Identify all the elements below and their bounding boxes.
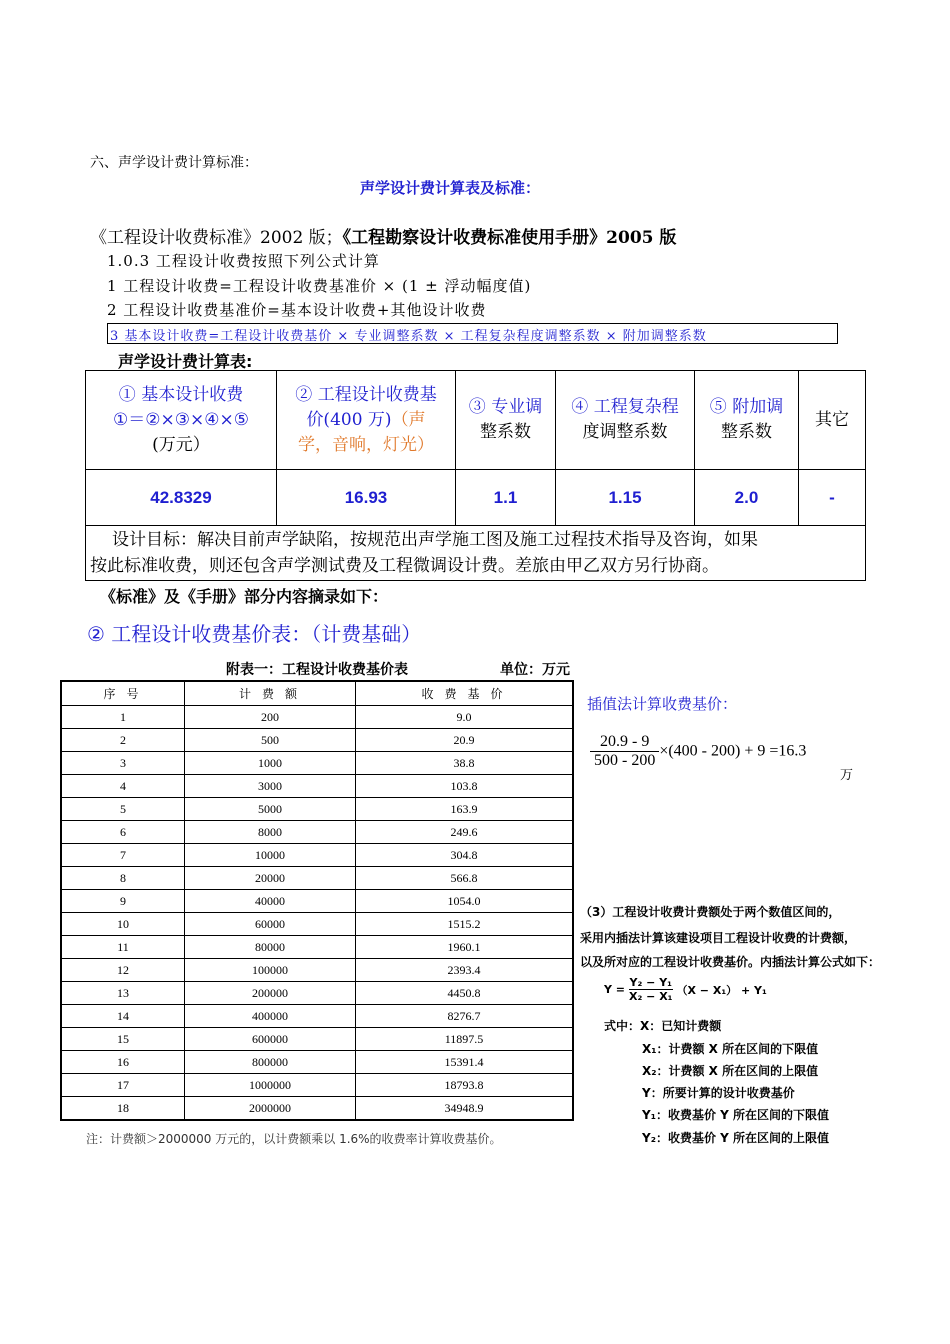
row-base-price: 9.0: [356, 706, 574, 729]
interp-formula: [590, 733, 806, 770]
col-index: 序 号: [61, 681, 185, 706]
row-base-price: 38.8: [356, 752, 574, 775]
header-basic-fee-l3: (万元）: [152, 434, 210, 455]
row-base-price: 566.8: [356, 867, 574, 890]
doc-title: 声学设计费计算表及标准：: [360, 179, 541, 197]
row-base-price: 20.9: [356, 729, 574, 752]
row-fee-amount: 400000: [185, 1005, 356, 1028]
table-row: [61, 1051, 573, 1074]
row-fee-amount: 200: [185, 706, 356, 729]
row-fee-amount: 200000: [185, 982, 356, 1005]
row-index: 11: [61, 936, 185, 959]
table-row: [61, 1074, 573, 1097]
header-base-price-l2a: 价(400 万): [306, 409, 392, 430]
header-base-price-l1: ② 工程设计收费基: [295, 384, 437, 405]
method-def-y1: Y₁：收费基价 Y 所在区间的下限值: [642, 1108, 829, 1122]
row-base-price: 15391.4: [356, 1051, 574, 1074]
value-additional-coef: 2.0: [695, 470, 799, 526]
header-additional-coef-l1: ⑤ 附加调: [709, 397, 784, 417]
header-basic-fee-l1: ① 基本设计收费: [118, 384, 244, 405]
formula-y: Y =: [604, 983, 626, 996]
value-basic-fee: 42.8329: [86, 470, 277, 526]
header-complexity-coef-l2: 度调整系数: [582, 422, 668, 442]
row-base-price: 11897.5: [356, 1028, 574, 1051]
rule-1: 1 工程设计收费=工程设计收费基准价 × (1 ± 浮动幅度值): [107, 277, 532, 295]
table-row: [61, 936, 573, 959]
row-index: 7: [61, 844, 185, 867]
design-goal-line2: 按此标准收费，则还包含声学测试费及工程微调设计费。差旅由甲乙双方另行协商。: [90, 556, 719, 576]
header-base-price-l3: 学，音响，灯光）: [298, 434, 434, 455]
row-base-price: 1054.0: [356, 890, 574, 913]
interp-label: 插值法计算收费基价：: [587, 695, 738, 713]
table-row: [61, 913, 573, 936]
table-row: [61, 729, 573, 752]
row-base-price: 8276.7: [356, 1005, 574, 1028]
row-fee-amount: 8000: [185, 821, 356, 844]
method-def-y2: Y₂：收费基价 Y 所在区间的上限值: [642, 1131, 829, 1145]
header-additional-coef-l2: 整系数: [721, 422, 772, 442]
table-row: [61, 821, 573, 844]
formula-rest: （X − X₁） + Y₁: [676, 983, 767, 997]
rule-1-0-3: 1.0.3 工程设计收费按照下列公式计算: [107, 252, 380, 270]
row-base-price: 1515.2: [356, 913, 574, 936]
design-goal-line1: 设计目标：解决目前声学缺陷，按规范出声学施工图及施工过程技术指导及咨询，如果: [112, 530, 758, 550]
base-table-unit: 单位：万元: [500, 662, 570, 678]
row-fee-amount: 100000: [185, 959, 356, 982]
row-fee-amount: 60000: [185, 913, 356, 936]
method-line1: （3）工程设计收费计费额处于两个数值区间的，: [580, 905, 841, 919]
col-base-price: 收 费 基 价: [356, 681, 574, 706]
header-base-price-l2b: （声: [391, 409, 426, 430]
row-fee-amount: 1000: [185, 752, 356, 775]
header-complexity-coef: [556, 371, 695, 470]
table-row: [61, 982, 573, 1005]
header-profession-coef-l2: 整系数: [480, 422, 531, 442]
row-base-price: 103.8: [356, 775, 574, 798]
row-fee-amount: 600000: [185, 1028, 356, 1051]
method-def-y: Y：所要计算的设计收费基价: [642, 1086, 795, 1100]
value-base-price: 16.93: [277, 470, 456, 526]
table-row: [61, 775, 573, 798]
method-line2: 采用内插法计算该建设项目工程设计收费的计费额，: [580, 931, 857, 945]
design-goal: [86, 526, 866, 581]
header-basic-fee: [86, 371, 277, 470]
excerpt-heading: 《标准》及《手册》部分内容摘录如下：: [100, 587, 389, 606]
base-price-table: [60, 680, 574, 1121]
row-index: 8: [61, 867, 185, 890]
row-index: 2: [61, 729, 185, 752]
row-index: 13: [61, 982, 185, 1005]
calc-table: [85, 370, 866, 581]
header-complexity-coef-l1: ④ 工程复杂程: [571, 397, 679, 417]
header-profession-coef: [456, 371, 556, 470]
reference-line: [90, 223, 676, 248]
row-index: 15: [61, 1028, 185, 1051]
value-complexity-coef: 1.15: [556, 470, 695, 526]
row-fee-amount: 1000000: [185, 1074, 356, 1097]
header-additional-coef: [695, 371, 799, 470]
method-def-x2: X₂：计费额 X 所在区间的上限值: [642, 1064, 819, 1078]
table-row: [61, 706, 573, 729]
header-basic-fee-l2: ①＝②×③×④×⑤: [113, 409, 249, 430]
interp-fraction: [590, 733, 659, 770]
table-row: [61, 752, 573, 775]
row-index: 17: [61, 1074, 185, 1097]
interp-numerator: 20.9 - 9: [600, 733, 650, 750]
row-index: 3: [61, 752, 185, 775]
method-line3: 以及所对应的工程设计收费基价。内插法计算公式如下：: [580, 955, 881, 969]
rule-3: 3 基本设计收费=工程设计收费基价 × 专业调整系数 × 工程复杂程度调整系数 × 附加调整系数: [110, 329, 707, 344]
row-base-price: 249.6: [356, 821, 574, 844]
reference-handbook: 《工程勘察设计收费标准使用手册》2005 版: [342, 228, 677, 248]
header-base-price: [277, 371, 456, 470]
reference-standard: 《工程设计收费标准》2002 版；: [90, 228, 343, 248]
base-table-title: 附表一：工程设计收费基价表: [226, 662, 408, 678]
row-index: 1: [61, 706, 185, 729]
table-row: [61, 959, 573, 982]
row-index: 10: [61, 913, 185, 936]
col-fee-amount: 计 费 额: [185, 681, 356, 706]
interp-denominator: 500 - 200: [590, 751, 659, 770]
method-formula: [604, 976, 767, 1003]
row-fee-amount: 80000: [185, 936, 356, 959]
table-row: [61, 844, 573, 867]
method-where: 式中：X：已知计费额: [604, 1019, 722, 1033]
section-heading: 六、声学设计费计算标准：: [90, 155, 258, 171]
base-table-note: 注：计费额＞2000000 万元的，以计费额乘以 1.6%的收费率计算收费基价。: [86, 1132, 502, 1146]
interp-rest: ×(400 - 200) + 9 =16.3: [659, 742, 807, 760]
row-index: 4: [61, 775, 185, 798]
row-index: 16: [61, 1051, 185, 1074]
row-index: 6: [61, 821, 185, 844]
formula-numerator: Y₂ − Y₁: [629, 976, 672, 989]
formula-fraction: [629, 976, 672, 1003]
header-profession-coef-l1: ③ 专业调: [468, 397, 543, 417]
interp-unit: 万: [840, 768, 854, 783]
row-base-price: 18793.8: [356, 1074, 574, 1097]
row-base-price: 163.9: [356, 798, 574, 821]
row-index: 9: [61, 890, 185, 913]
calc-table-caption: 声学设计费计算表:: [118, 352, 253, 371]
table-row: [61, 890, 573, 913]
value-profession-coef: 1.1: [456, 470, 556, 526]
row-index: 14: [61, 1005, 185, 1028]
table-row: [61, 798, 573, 821]
value-other: -: [799, 470, 866, 526]
row-fee-amount: 3000: [185, 775, 356, 798]
table-row: [61, 867, 573, 890]
row-fee-amount: 5000: [185, 798, 356, 821]
row-index: 12: [61, 959, 185, 982]
row-base-price: 2393.4: [356, 959, 574, 982]
table-row: [61, 1028, 573, 1051]
rule-2: 2 工程设计收费基准价=基本设计收费+其他设计收费: [107, 301, 487, 319]
method-def-x1: X₁：计费额 X 所在区间的下限值: [642, 1042, 819, 1056]
table-row: [61, 1005, 573, 1028]
row-index: 18: [61, 1097, 185, 1121]
row-fee-amount: 40000: [185, 890, 356, 913]
row-fee-amount: 500: [185, 729, 356, 752]
row-fee-amount: 20000: [185, 867, 356, 890]
row-fee-amount: 800000: [185, 1051, 356, 1074]
row-index: 5: [61, 798, 185, 821]
row-fee-amount: 10000: [185, 844, 356, 867]
row-base-price: 34948.9: [356, 1097, 574, 1121]
row-base-price: 304.8: [356, 844, 574, 867]
header-other: 其它: [799, 371, 866, 470]
row-base-price: 1960.1: [356, 936, 574, 959]
row-fee-amount: 2000000: [185, 1097, 356, 1121]
table-row: [61, 1097, 573, 1121]
formula-denominator: X₂ − X₁: [629, 990, 673, 1003]
row-base-price: 4450.8: [356, 982, 574, 1005]
base-heading: ② 工程设计收费基价表：（计费基础）: [87, 622, 422, 646]
